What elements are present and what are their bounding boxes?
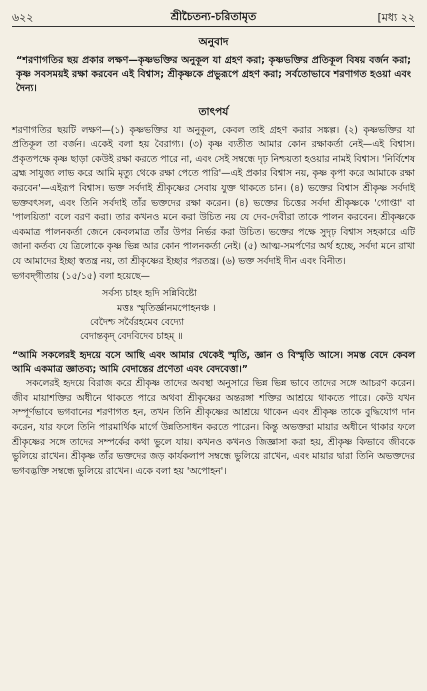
verse-translation: “আমি সকলেরই হৃদয়ে বসে আছি এবং আমার থেকেই স্মৃতি, জ্ঞান ও বিস্মৃতি আসে। সমস্ত বেদে কেবল আমি একমাত্র জ্ঞাতব্য; আমি বেদান্তের প্রণেতা এবং বেদবেত্তা।” bbox=[12, 349, 415, 375]
page-number: ৬২২ bbox=[12, 11, 34, 24]
purport-paragraph-1: শরণাগতির ছয়টি লক্ষণ—(১) কৃষ্ণভক্তির যা অনুকূল, কেবল তাই গ্রহণ করার সঙ্কল্প। (২) কৃষ্ণভক্তির যা প্রতিকূল তা বর্জন। একেই বলা হয় বৈরাগ্য। (৩) কৃষ্ণ ব্যতীত আমার কোন রক্ষাকর্তা নেই—এই বিশ্বাস। প্রকৃতপক্ষে কৃষ্ণ ছাড়া কেউই রক্ষা করতে পারে না, এবং সেই সম্বন্ধে দৃঢ় নিশ্চয়তা হওয়ার নামই বিশ্বাস। 'নির্বিশেষ ব্রহ্ম সাযুজ্য লাভ করে আমি মৃত্যু থেকে রক্ষা পেতে পারি'—এই প্রকার বিশ্বাস নয়, কৃষ্ণ কৃপা করে আমাকে রক্ষা করবেন'—এইরূপ বিশ্বাস। ভক্ত সর্বদাই শ্রীকৃষ্ণের সেবায় যুক্ত থাকতে চান। (৪) ভক্তের বিশ্বাস শ্রীকৃষ্ণ সর্বদাই ভক্তবৎসল, এবং তিনি সর্বদাই তাঁর ভক্তদের রক্ষা করেন। (৪) ভক্তের চিত্তের সর্বদা শ্রীকৃষ্ণকে 'গোপ্তা' বা 'পালয়িতা' বলে বরণ করা। তার কখনও মনে করা উচিত নয় যে দেব-দেবীরা তাকে পালন করবেন। শ্রীকৃষ্ণকে একমাত্র পালনকর্তা জেনে কেবলমাত্র তাঁর উপর নির্ভর করা উচিত। ভক্তের পক্ষে সুদৃঢ় বিশ্বাস সহকারে এটি জানা কর্তব্য যে ত্রিলোকে কৃষ্ণ ভিন্ন আর কোন পালনকর্তা নেই। (৫) আত্ম-সমর্পণের অর্থ হচ্ছে, সর্বদা মনে রাখা যে আমাদের ইচ্ছা স্বতন্ত্র নয়, তা শ্রীকৃষ্ণের ইচ্ছার পরতন্ত্র। (৬) ভক্ত সর্বদাই দীন এবং বিনীত। bbox=[12, 124, 415, 267]
book-title: শ্রীচৈতন্য-চরিতামৃত bbox=[170, 10, 257, 23]
purport-paragraph-2: সকলেরই হৃদয়ে বিরাজ করে শ্রীকৃষ্ণ তাদের অবস্থা অনুসারে ভিন্ন ভিন্ন ভাবে তাদের সঙ্গে আচরণ করেন। জীব মায়াশক্তির অধীনে থাকতে পারে অথবা শ্রীকৃষ্ণের অন্তরঙ্গা শক্তির আশ্রয়ে থাকতে পারে। কেউ যখন সম্পূর্ণভাবে ভগবানের শরণাগত হন, তখন তিনি শ্রীকৃষ্ণের আশ্রয়ে থাকেন এবং শ্রীকৃষ্ণ তাকে বুদ্ধিযোগ দান করেন, যার ফলে তিনি পারমার্থিক মার্গে উন্নতিসাধন করতে পারেন। কিন্তু অভক্তরা মায়ার অধীনে থাকার ফলে শ্রীকৃষ্ণের সঙ্গে তাদের সম্পর্কের কথা ভুলে যায়। কখনও কখনও জিজ্ঞাসা করা হয়, শ্রীকৃষ্ণ কিভাবে জীবকে ভুলিয়ে রাখেন। শ্রীকৃষ্ণ তাঁর ভক্তদের জড় কার্যকলাপ সম্বন্ধে ভুলিয়ে রাখেন, এবং মায়ার দ্বারা তিনি অভক্তদের ভগবদ্ভক্তি সম্বন্ধে ভুলিয়ে রাখেন। একে বলা হয় 'অপোহন'। bbox=[12, 378, 415, 477]
verse-line: বেদান্তকৃদ্‌ বেদবিদেব চাহম্ ॥ bbox=[80, 331, 183, 343]
translation-heading: অনুবাদ bbox=[198, 36, 229, 48]
purport-body-continued bbox=[12, 377, 415, 479]
verse-line: মত্তঃ স্মৃতির্জ্ঞানমপোহনঞ্চ । bbox=[117, 302, 216, 314]
verse-line: সর্বস্য চাহং হৃদি সন্নিবিষ্টো bbox=[102, 288, 197, 300]
purport-heading: তাৎপর্য bbox=[198, 105, 229, 118]
page-header bbox=[12, 6, 415, 27]
purport-body bbox=[12, 124, 415, 285]
translation-text: “শরণাগতির ছয় প্রকার লক্ষণ—কৃষ্ণভক্তির অনুকূল যা গ্রহণ করা; কৃষ্ণভক্তির প্রতিকূল বিষয় বর্জন করা; কৃষ্ণ সবসময়ই রক্ষা করবেন এই বিশ্বাস; শ্রীকৃষ্ণকে প্রভুরূপে গ্রহণ করা; সর্বতোভাবে শরণাগত হওয়া এবং দৈন্য। bbox=[16, 55, 411, 95]
chapter-label: [মধ্য ২২ bbox=[377, 11, 415, 24]
verse-line: বেদৈশ্চ সর্বৈরহমেব বেদ্যো bbox=[90, 316, 185, 328]
gita-intro: ভগবদ্‌গীতায় (১৫/১৫) বলা হয়েছে— bbox=[12, 270, 150, 282]
sanskrit-verse bbox=[12, 287, 415, 345]
